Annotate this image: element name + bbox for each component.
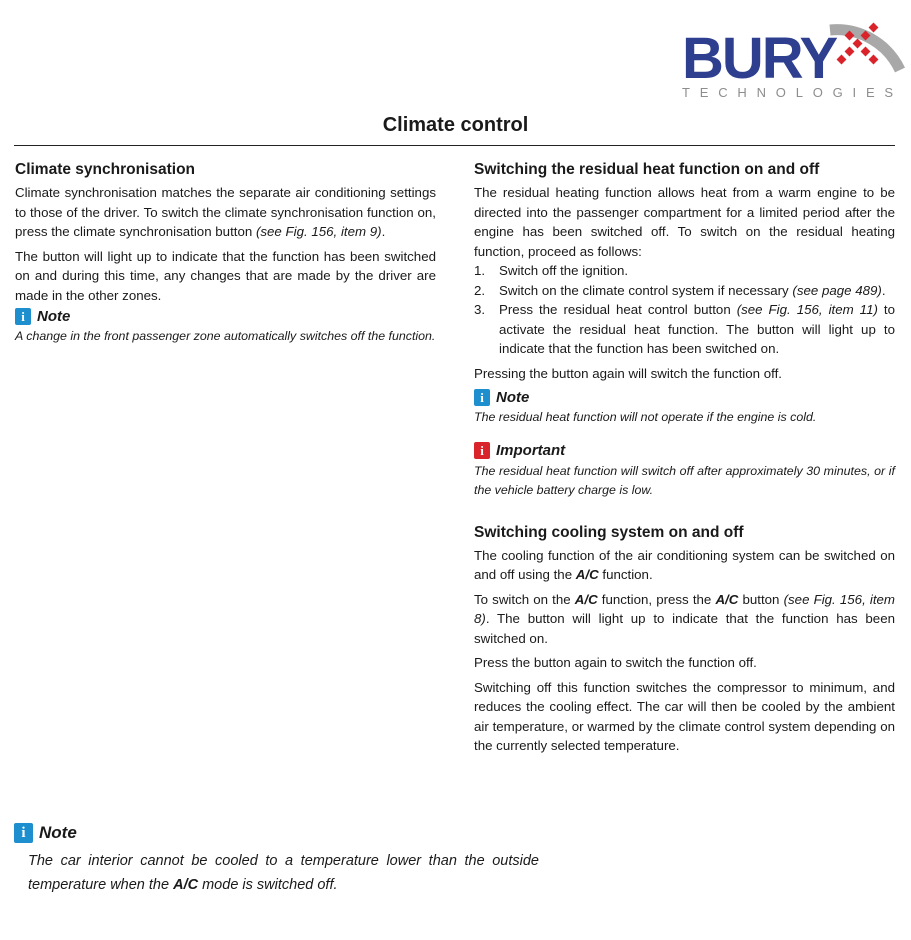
bottom-note-box [14,820,539,897]
list-item: 1. Switch off the ignition. [474,263,629,278]
logo-tagline: TECHNOLOGIES [682,85,903,100]
right-column [474,160,895,756]
note-header [14,820,539,846]
left-column [15,160,436,347]
info-icon: i [14,823,33,843]
note-title: Note [37,307,71,325]
note-title: Note [496,388,530,406]
info-icon: i [474,389,490,406]
cooling-paragraph-2: To switch on the A/C function, press the A/C button (see Fig. 156, item 8). The button will light up to indicate that the function has been switched on. [474,591,896,646]
note-title: Note [39,823,77,842]
warning-icon: i [474,442,490,459]
important-title: Important [496,442,566,459]
title-divider [14,145,895,146]
section-heading-residual-heat: Switching the residual heat function on and off [474,161,820,178]
important-box [474,440,895,462]
info-icon: i [15,308,31,325]
important-text: The residual heat function will switch off after approximately 30 minutes, or if the vehicle battery charge is low. [474,463,895,497]
note-text: The residual heat function will not operate if the engine is cold. [474,410,817,424]
logo-wordmark: BURY [682,26,837,91]
bury-logo [662,8,907,104]
residual-after-text: Pressing the button again will switch the function off. [474,365,782,381]
note-text: A change in the front passenger zone automatically switches off the function. [15,329,436,343]
list-item: 3. Press the residual heat control button (see Fig. 156, item 11) to activate the residual heat function. The button will light up to indicate that the function has been switched on. [474,302,895,356]
list-item: 2. Switch on the climate control system if necessary (see page 489). [474,282,886,298]
climate-sync-paragraph-2: The button will light up to indicate that the function has been switched on and during this time, any changes that are made by the driver are made in the other zones. [15,248,436,303]
note-box [15,305,436,327]
bottom-note-text: The car interior cannot be cooled to a temperature lower than the outside temperature when the A/C mode is switched off. [28,853,539,893]
residual-steps-list [474,261,895,359]
cooling-paragraph-4: Switching off this function switches the compressor to minimum, and reduces the cooling effect. The car will then be cooled by the ambient air temperature, or warmed by the climate control system depending on the currently selected temperature. [474,679,895,753]
cooling-paragraph-1: The cooling function of the air conditioning system can be switched on and off using the A/C function. [474,547,895,582]
section-heading-cooling: Switching cooling system on and off [474,523,744,541]
section-heading-climate-sync: Climate synchronisation [15,161,196,178]
note-box [474,386,895,408]
residual-intro: The residual heating function allows heat from a warm engine to be directed into the passenger compartment for a limited period after the engine has been switched off. To switch on the residual heating function, proceed as follows: [474,185,895,259]
page-title: Climate control [382,114,529,136]
climate-sync-paragraph-1: Climate synchronisation matches the separate air conditioning settings to those of the driver. To switch the climate synchronisation function on, press the climate synchronisation button (see Fig. 156, item 9). [15,185,436,239]
cooling-paragraph-3: Press the button again to switch the function off. [474,655,757,670]
